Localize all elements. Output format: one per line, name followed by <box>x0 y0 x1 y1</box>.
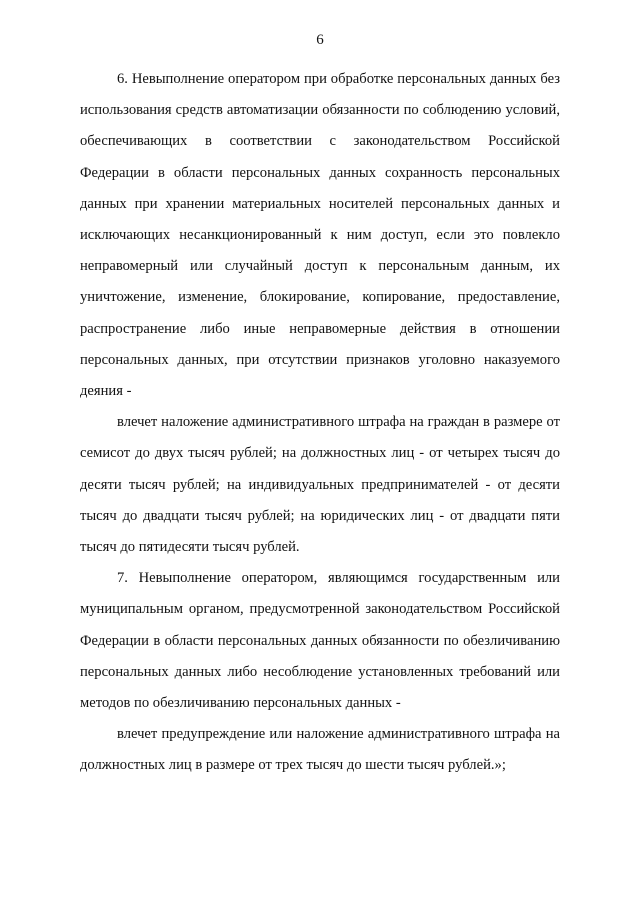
paragraph-item-6: 6. Невыполнение оператором при обработке персональных данных без использования средств автоматизации обязанности по соблюдению условий, обеспечивающих в соответствии с законодательством Российской Федерации в области персональных данных сохранность персональных данных при хранении материальных носителей персональных данных и исключающих несанкционированный к ним доступ, если это повлекло неправомерный или случайный доступ к персональным данным, их уничтожение, изменение, блокирование, копирование, предоставление, распространение либо иные неправомерные действия в отношении персональных данных, при отсутствии признаков уголовно наказуемого деяния - <box>80 71 560 400</box>
paragraph-item-6-penalty: влечет наложение административного штрафа на граждан в размере от семисот до двух тысяч рублей; на должностных лиц - от четырех тысяч до десяти тысяч рублей; на индивидуальных предпринимателей - от десяти тысяч до двадцати тысяч рублей; на юридических лиц - от двадцати пяти тысяч до пятидесяти тысяч рублей. <box>80 414 560 556</box>
paragraph-item-7: 7. Невыполнение оператором, являющимся государственным или муниципальным органом, предусмотренной законодательством Российской Федерации в области персональных данных обязанности по обезличиванию персональных данных либо несоблюдение установленных требований или методов по обезличиванию персональных данных - <box>80 570 560 712</box>
paragraph-item-7-penalty: влечет предупреждение или наложение административного штрафа на должностных лиц в размере от трех тысяч до шести тысяч рублей.»; <box>80 726 560 774</box>
page-number: 6 <box>316 32 324 48</box>
document-body <box>80 64 560 782</box>
